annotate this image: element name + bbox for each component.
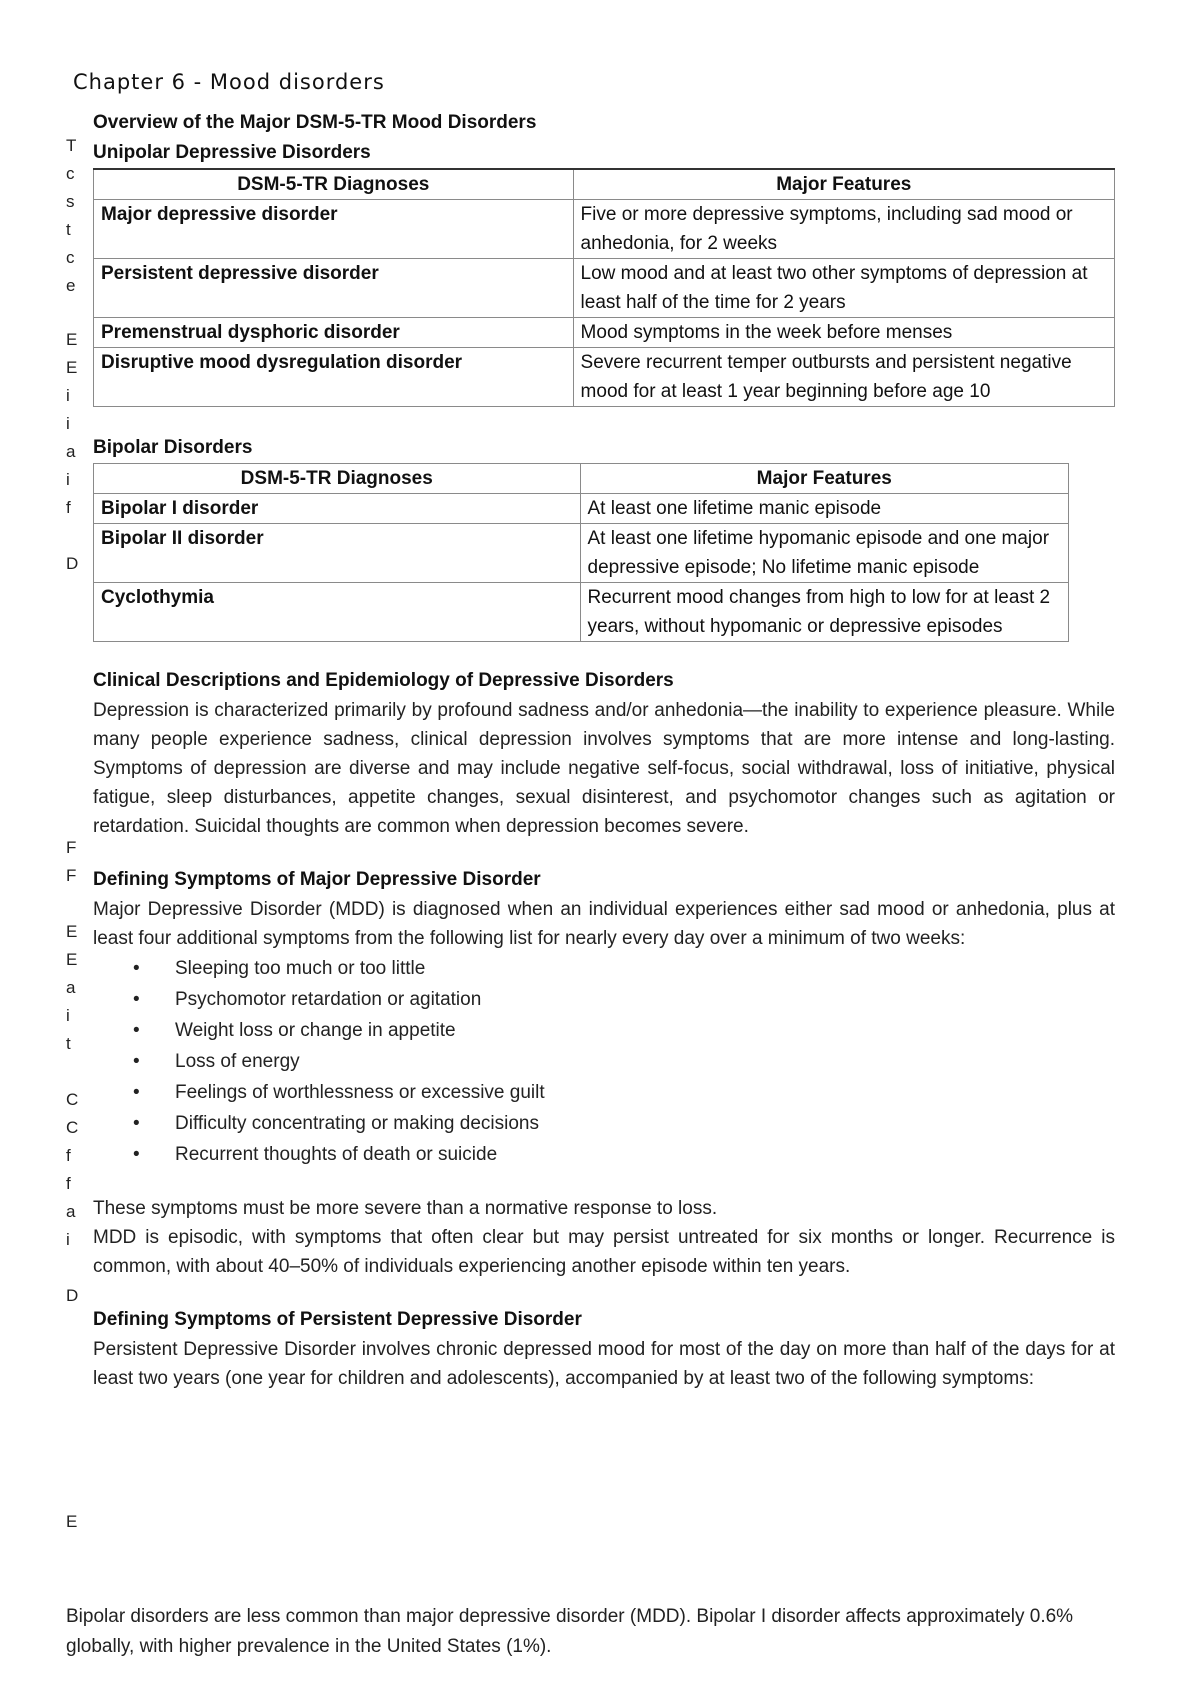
margin-letter: a (66, 442, 76, 461)
margin-letter: C (66, 1090, 79, 1109)
list-item (133, 1046, 1115, 1077)
bullet-icon: • (133, 1020, 140, 1041)
column-header-features: Major Features (573, 169, 1114, 200)
features-cell: At least one lifetime hypomanic episode and one major depressive episode; No lifetime manic episode (580, 524, 1069, 583)
bullet-icon: • (133, 1113, 140, 1134)
unipolar-title: Unipolar Depressive Disorders (93, 142, 371, 163)
table-row (94, 494, 1069, 524)
features-cell: Mood symptoms in the week before menses (573, 318, 1114, 348)
margin-letter-column (66, 0, 80, 1696)
margin-letter: f (66, 1174, 71, 1193)
margin-letter: i (66, 414, 70, 433)
diagnosis-cell: Bipolar II disorder (94, 524, 581, 583)
bullet-icon: • (133, 1082, 140, 1103)
margin-letter: T (66, 136, 77, 155)
table-row (94, 348, 1115, 407)
margin-letter: F (66, 838, 77, 857)
features-cell: Five or more depressive symptoms, including sad mood or anhedonia, for 2 weeks (573, 200, 1114, 259)
features-cell: Severe recurrent temper outbursts and persistent negative mood for at least 1 year beginning before age 10 (573, 348, 1114, 407)
bipolar-prevalence-text: Bipolar disorders are less common than major depressive disorder (MDD). Bipolar I disorder affects approximately 0.6% globally, with higher prevalence in the United States (1%). (66, 1606, 1074, 1657)
list-item (133, 984, 1115, 1015)
margin-letter: a (66, 1202, 76, 1221)
margin-letter: E (66, 922, 78, 941)
table-row (94, 318, 1115, 348)
table-row (94, 259, 1115, 318)
table-header-row (94, 169, 1115, 200)
margin-letter: i (66, 1006, 70, 1025)
table-row (94, 583, 1069, 642)
margin-letter: i (66, 1230, 70, 1249)
bullet-icon: • (133, 989, 140, 1010)
main-content (93, 108, 1115, 1393)
mdd-note-loss: These symptoms must be more severe than a normative response to loss. (93, 1198, 718, 1219)
margin-letter: t (66, 1034, 71, 1053)
margin-letter: a (66, 978, 76, 997)
symptom-text: Feelings of worthlessness or excessive guilt (175, 1082, 545, 1103)
features-cell: Low mood and at least two other symptoms of depression at least half of the time for 2 years (573, 259, 1114, 318)
margin-letter: C (66, 1118, 79, 1137)
table-header-row (94, 464, 1069, 494)
margin-letter: D (66, 554, 79, 573)
list-item (133, 953, 1115, 984)
diagnosis-cell: Persistent depressive disorder (94, 259, 574, 318)
diagnosis-cell: Cyclothymia (94, 583, 581, 642)
symptom-text: Sleeping too much or too little (175, 958, 426, 979)
list-item (133, 1015, 1115, 1046)
unipolar-table (93, 168, 1115, 407)
table-row (94, 524, 1069, 583)
symptom-text: Difficulty concentrating or making decisions (175, 1113, 539, 1134)
clinical-paragraph: Depression is characterized primarily by profound sadness and/or anhedonia—the inability to experience pleasure. While many people experience sadness, clinical depression involves symptoms that are more intense and long-lasting. Symptoms of depression are diverse and may include negative self-focus, social withdrawal, loss of initiative, physical fatigue, sleep disturbances, appetite changes, sexual disinterest, and psychomotor changes such as agitation or retardation. Suicidal thoughts are common when depression becomes severe. (93, 700, 1115, 837)
margin-letter: D (66, 1286, 79, 1305)
bipolar-table (93, 463, 1069, 642)
column-header-diagnoses: DSM-5-TR Diagnoses (94, 464, 581, 494)
margin-letter: E (66, 358, 78, 377)
margin-letter: e (66, 276, 76, 295)
diagnosis-cell: Premenstrual dysphoric disorder (94, 318, 574, 348)
margin-letter: t (66, 220, 71, 239)
margin-letter: F (66, 866, 77, 885)
bullet-icon: • (133, 1144, 140, 1165)
margin-letter: f (66, 498, 71, 517)
margin-letter: c (66, 248, 75, 267)
list-item (133, 1139, 1115, 1170)
mdd-note-episodic: MDD is episodic, with symptoms that often clear but may persist untreated for six months or longer. Recurrence is common, with about 40–50% of individuals experiencing another episode within ten years. (93, 1227, 1115, 1277)
margin-letter: E (66, 1512, 78, 1531)
mdd-title: Defining Symptoms of Major Depressive Disorder (93, 869, 541, 890)
diagnosis-cell: Major depressive disorder (94, 200, 574, 259)
bipolar-title: Bipolar Disorders (93, 437, 253, 458)
diagnosis-cell: Bipolar I disorder (94, 494, 581, 524)
margin-letter: i (66, 386, 70, 405)
clinical-title: Clinical Descriptions and Epidemiology of Depressive Disorders (93, 670, 674, 691)
mdd-intro: Major Depressive Disorder (MDD) is diagnosed when an individual experiences either sad mood or anhedonia, plus at least four additional symptoms from the following list for nearly every day over a minimum of two weeks: (93, 899, 1115, 949)
margin-letter: i (66, 470, 70, 489)
bullet-icon: • (133, 1051, 140, 1072)
features-cell: At least one lifetime manic episode (580, 494, 1069, 524)
column-header-features: Major Features (580, 464, 1069, 494)
symptom-text: Psychomotor retardation or agitation (175, 989, 482, 1010)
mdd-symptom-list (93, 953, 1115, 1170)
column-header-diagnoses: DSM-5-TR Diagnoses (94, 169, 574, 200)
diagnosis-cell: Disruptive mood dysregulation disorder (94, 348, 574, 407)
chapter-title: Chapter 6 - Mood disorders (73, 70, 385, 94)
margin-letter: E (66, 330, 78, 349)
margin-letter: s (66, 192, 75, 211)
margin-letter: E (66, 950, 78, 969)
symptom-text: Loss of energy (175, 1051, 300, 1072)
bullet-icon: • (133, 958, 140, 979)
list-item (133, 1077, 1115, 1108)
table-row (94, 200, 1115, 259)
symptom-text: Weight loss or change in appetite (175, 1020, 456, 1041)
margin-letter: c (66, 164, 75, 183)
pdd-title: Defining Symptoms of Persistent Depressive Disorder (93, 1309, 582, 1330)
pdd-paragraph: Persistent Depressive Disorder involves chronic depressed mood for most of the day on more than half of the days for at least two years (one year for children and adolescents), accompanied by at least two of the following symptoms: (93, 1339, 1115, 1389)
list-item (133, 1108, 1115, 1139)
overview-title: Overview of the Major DSM-5-TR Mood Disorders (93, 112, 537, 133)
symptom-text: Recurrent thoughts of death or suicide (175, 1144, 498, 1165)
margin-letter: f (66, 1146, 71, 1165)
features-cell: Recurrent mood changes from high to low for at least 2 years, without hypomanic or depressive episodes (580, 583, 1069, 642)
